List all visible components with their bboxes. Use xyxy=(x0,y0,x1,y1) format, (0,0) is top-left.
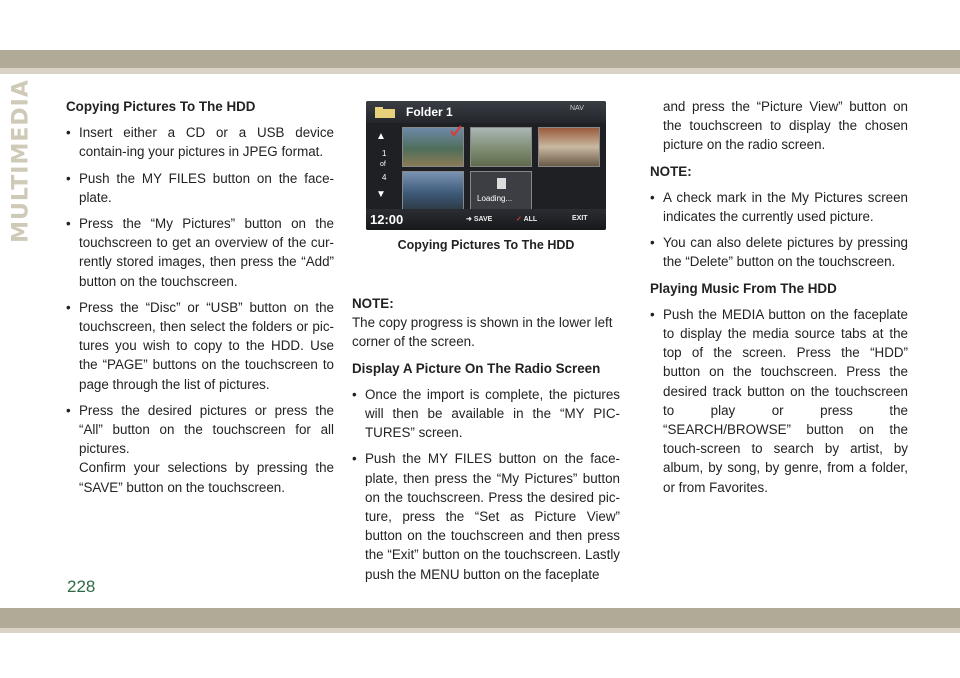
bullet-icon: • xyxy=(352,386,357,402)
figure-caption: Copying Pictures To The HDD xyxy=(397,238,575,252)
bullet-icon: • xyxy=(66,216,71,232)
list-item xyxy=(66,401,334,459)
file-icon xyxy=(497,178,506,189)
exit-label: EXIT xyxy=(572,215,588,222)
screen-bottom-bar xyxy=(366,209,606,230)
heading-copying-pictures: Copying Pictures To The HDD xyxy=(66,99,256,114)
list-item xyxy=(650,233,908,271)
all-button[interactable]: ✓ ALL xyxy=(516,216,538,223)
list-item-text: Push the MY FILES button on the face-plate. xyxy=(79,170,334,205)
note-label: NOTE: xyxy=(352,296,394,311)
page-down-arrow-icon: ▼ xyxy=(376,189,386,200)
list-item xyxy=(352,385,620,443)
list-item-text: You can also delete pictures by pressing the “Delete” button on the touchscreen. xyxy=(663,235,908,270)
heading-playing-music: Playing Music From The HDD xyxy=(650,280,837,296)
screen-title-bar xyxy=(366,101,606,123)
footer-band-light xyxy=(0,628,960,633)
page-of: of xyxy=(380,161,386,168)
save-label: SAVE xyxy=(473,216,493,223)
section-side-label xyxy=(0,79,42,243)
list-item-text: Push the MEDIA button on the faceplate to display the media source tabs at the top of the screen. Press the “HDD” button on the touchscreen. Press the desired track button on the touchscreen to play or press the “SEARCH/BROWSE” button on the touch-screen to search by artist, by album, by song, by genre, from a folder, or from Favorites. xyxy=(663,306,908,495)
list-item-text: A check mark in the My Pictures screen indicates the currently used picture. xyxy=(663,189,908,225)
list-item xyxy=(650,188,908,226)
bullet-icon: • xyxy=(66,125,71,141)
bullet-icon: • xyxy=(352,451,357,467)
loading-text: Loading... xyxy=(477,194,513,203)
thumbnail-field xyxy=(470,127,532,167)
bullet-icon: • xyxy=(650,189,655,205)
list-item xyxy=(66,123,334,161)
column-1 xyxy=(66,97,334,504)
page-up-arrow-icon: ▲ xyxy=(376,131,386,142)
footer-band xyxy=(0,608,960,628)
page-number: 228 xyxy=(67,577,96,596)
folder-title: Folder 1 xyxy=(406,105,453,119)
list-item xyxy=(66,214,334,291)
radio-screen-figure xyxy=(366,101,606,230)
bullet-icon: • xyxy=(66,170,71,186)
thumbnail-grid xyxy=(402,127,602,209)
folder-up-icon xyxy=(374,105,396,119)
list-item xyxy=(352,449,620,583)
list-item-text: Press the “Disc” or “USB” button on the touchscreen, then select the folders or pic-tures you wish to copy to the HDD. Use the “PAGE” buttons on the touchscreen to page through the list of pictures. xyxy=(79,299,334,392)
page-current: 1 xyxy=(382,149,387,158)
bullet-icon: • xyxy=(650,235,655,251)
bullet-icon: • xyxy=(66,299,71,315)
note-label: NOTE: xyxy=(650,163,692,179)
page-total: 4 xyxy=(382,173,387,182)
nav-badge: NAV xyxy=(570,105,584,112)
list-item-text: Insert either a CD or a USB device contain-ing your pictures in JPEG format. xyxy=(79,125,334,160)
check-mark-icon xyxy=(450,125,462,137)
column-2 xyxy=(352,294,620,591)
column-3 xyxy=(650,97,908,504)
list-item xyxy=(66,298,334,394)
clock-time: 12:00 xyxy=(370,212,404,227)
list-item xyxy=(66,169,334,207)
list-item-text: Once the import is complete, the pictures will then be available in the “MY PIC-TURES” screen. xyxy=(365,386,620,441)
note-text: The copy progress is shown in the lower left corner of the screen. xyxy=(352,315,613,350)
thumbnail-people xyxy=(538,127,600,167)
list-item-text: Press the desired pictures or press the “All” button on the touchscreen for all pictures. xyxy=(79,402,334,457)
paragraph-continuation: Confirm your selections by pressing the “SAVE” button on the touchscreen. xyxy=(79,460,334,495)
section-label-text: MULTIMEDIA xyxy=(8,79,34,243)
bullet-icon: • xyxy=(66,402,71,418)
thumbnail-loading xyxy=(470,171,532,211)
bullet-icon: • xyxy=(650,306,655,322)
heading-display-picture: Display A Picture On The Radio Screen xyxy=(352,360,601,376)
list-item-text: Push the MY FILES button on the face-plate, then press the “My Pictures” button on the touchscreen. Press the desired pic-ture, press the “Set as Picture View” button on the touchscreen and then press the “Exit” button on the touchscreen. Lastly push the MENU button on the faceplate xyxy=(365,451,620,582)
header-band xyxy=(0,50,960,68)
save-button[interactable]: ➜ SAVE xyxy=(466,216,493,223)
all-label: ALL xyxy=(523,216,538,223)
thumbnail-shore xyxy=(402,171,464,211)
paragraph-continuation: and press the “Picture View” button on the touchscreen to display the chosen picture on the radio screen. xyxy=(663,99,908,153)
list-item-text: Press the “My Pictures” button on the touchscreen to get an overview of the cur-rently stored images, then press the “Add” button on the touchscreen. xyxy=(79,216,334,289)
exit-button[interactable] xyxy=(572,215,588,222)
header-band-light xyxy=(0,68,960,74)
list-item xyxy=(650,305,908,497)
